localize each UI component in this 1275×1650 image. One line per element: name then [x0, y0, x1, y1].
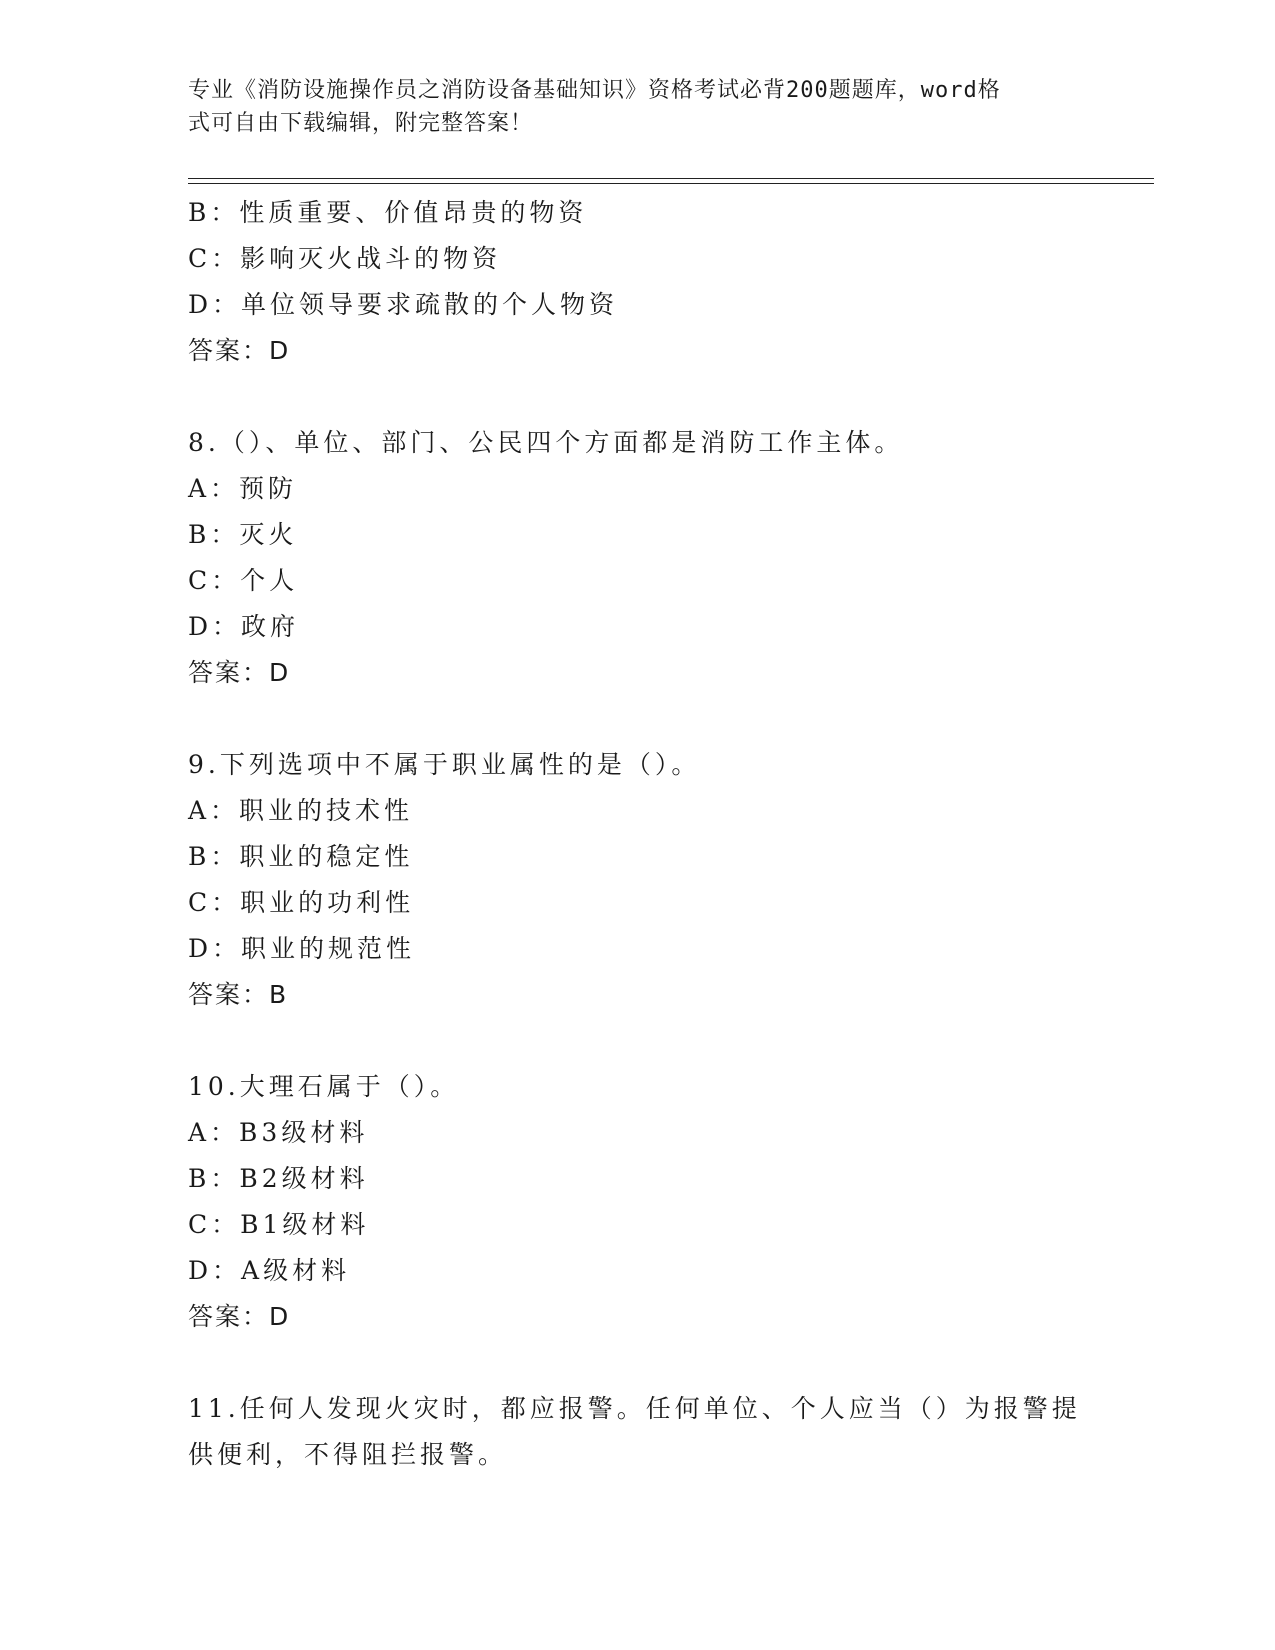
option-b: B：职业的稳定性: [188, 842, 414, 871]
question-10: [188, 1064, 1088, 1340]
header-divider-bottom: [188, 183, 1154, 184]
question-text: 9.下列选项中不属于职业属性的是（）。: [188, 750, 701, 779]
answer: 答案：D: [188, 1302, 291, 1331]
option-a: A：B3级材料: [188, 1118, 369, 1147]
document-header: [188, 74, 1068, 140]
option-a: A：预防: [188, 474, 298, 503]
option-c: C：职业的功利性: [188, 888, 415, 917]
option-b: B：灭火: [188, 520, 298, 549]
header-line-2: 式可自由下载编辑，附完整答案！: [188, 111, 534, 136]
question-8: [188, 420, 1088, 696]
answer: 答案：B: [188, 980, 289, 1009]
option-c: C：个人: [188, 566, 299, 595]
question-11: [188, 1386, 1088, 1478]
spacer: [188, 374, 1088, 420]
option-d: D：单位领导要求疏散的个人物资: [188, 290, 619, 319]
question-text: 8.（）、单位、部门、公民四个方面都是消防工作主体。: [188, 428, 904, 457]
option-b: B：性质重要、价值昂贵的物资: [188, 198, 588, 227]
option-d: D：职业的规范性: [188, 934, 416, 963]
option-b: B：B2级材料: [188, 1164, 369, 1193]
spacer: [188, 1340, 1088, 1386]
answer: 答案：D: [188, 658, 291, 687]
question-text: 10.大理石属于（）。: [188, 1072, 460, 1101]
option-d: D：A级材料: [188, 1256, 351, 1285]
question-text-line-1: 11.任何人发现火灾时，都应报警。任何单位、个人应当（）为报警提: [188, 1394, 1081, 1423]
option-c: C：影响灭火战斗的物资: [188, 244, 502, 273]
question-9: [188, 742, 1088, 1018]
spacer: [188, 696, 1088, 742]
option-a: A：职业的技术性: [188, 796, 414, 825]
option-c: C：B1级材料: [188, 1210, 370, 1239]
header-divider-top: [188, 178, 1154, 179]
question-list: [188, 190, 1088, 1478]
option-d: D：政府: [188, 612, 300, 641]
spacer: [188, 1018, 1088, 1064]
header-line-1: 专业《消防设施操作员之消防设备基础知识》资格考试必背200题题库，word格: [188, 78, 1001, 103]
question-text-line-2: 供便利，不得阻拦报警。: [188, 1440, 508, 1469]
answer: 答案：D: [188, 336, 291, 365]
question-7-tail: [188, 190, 1088, 374]
